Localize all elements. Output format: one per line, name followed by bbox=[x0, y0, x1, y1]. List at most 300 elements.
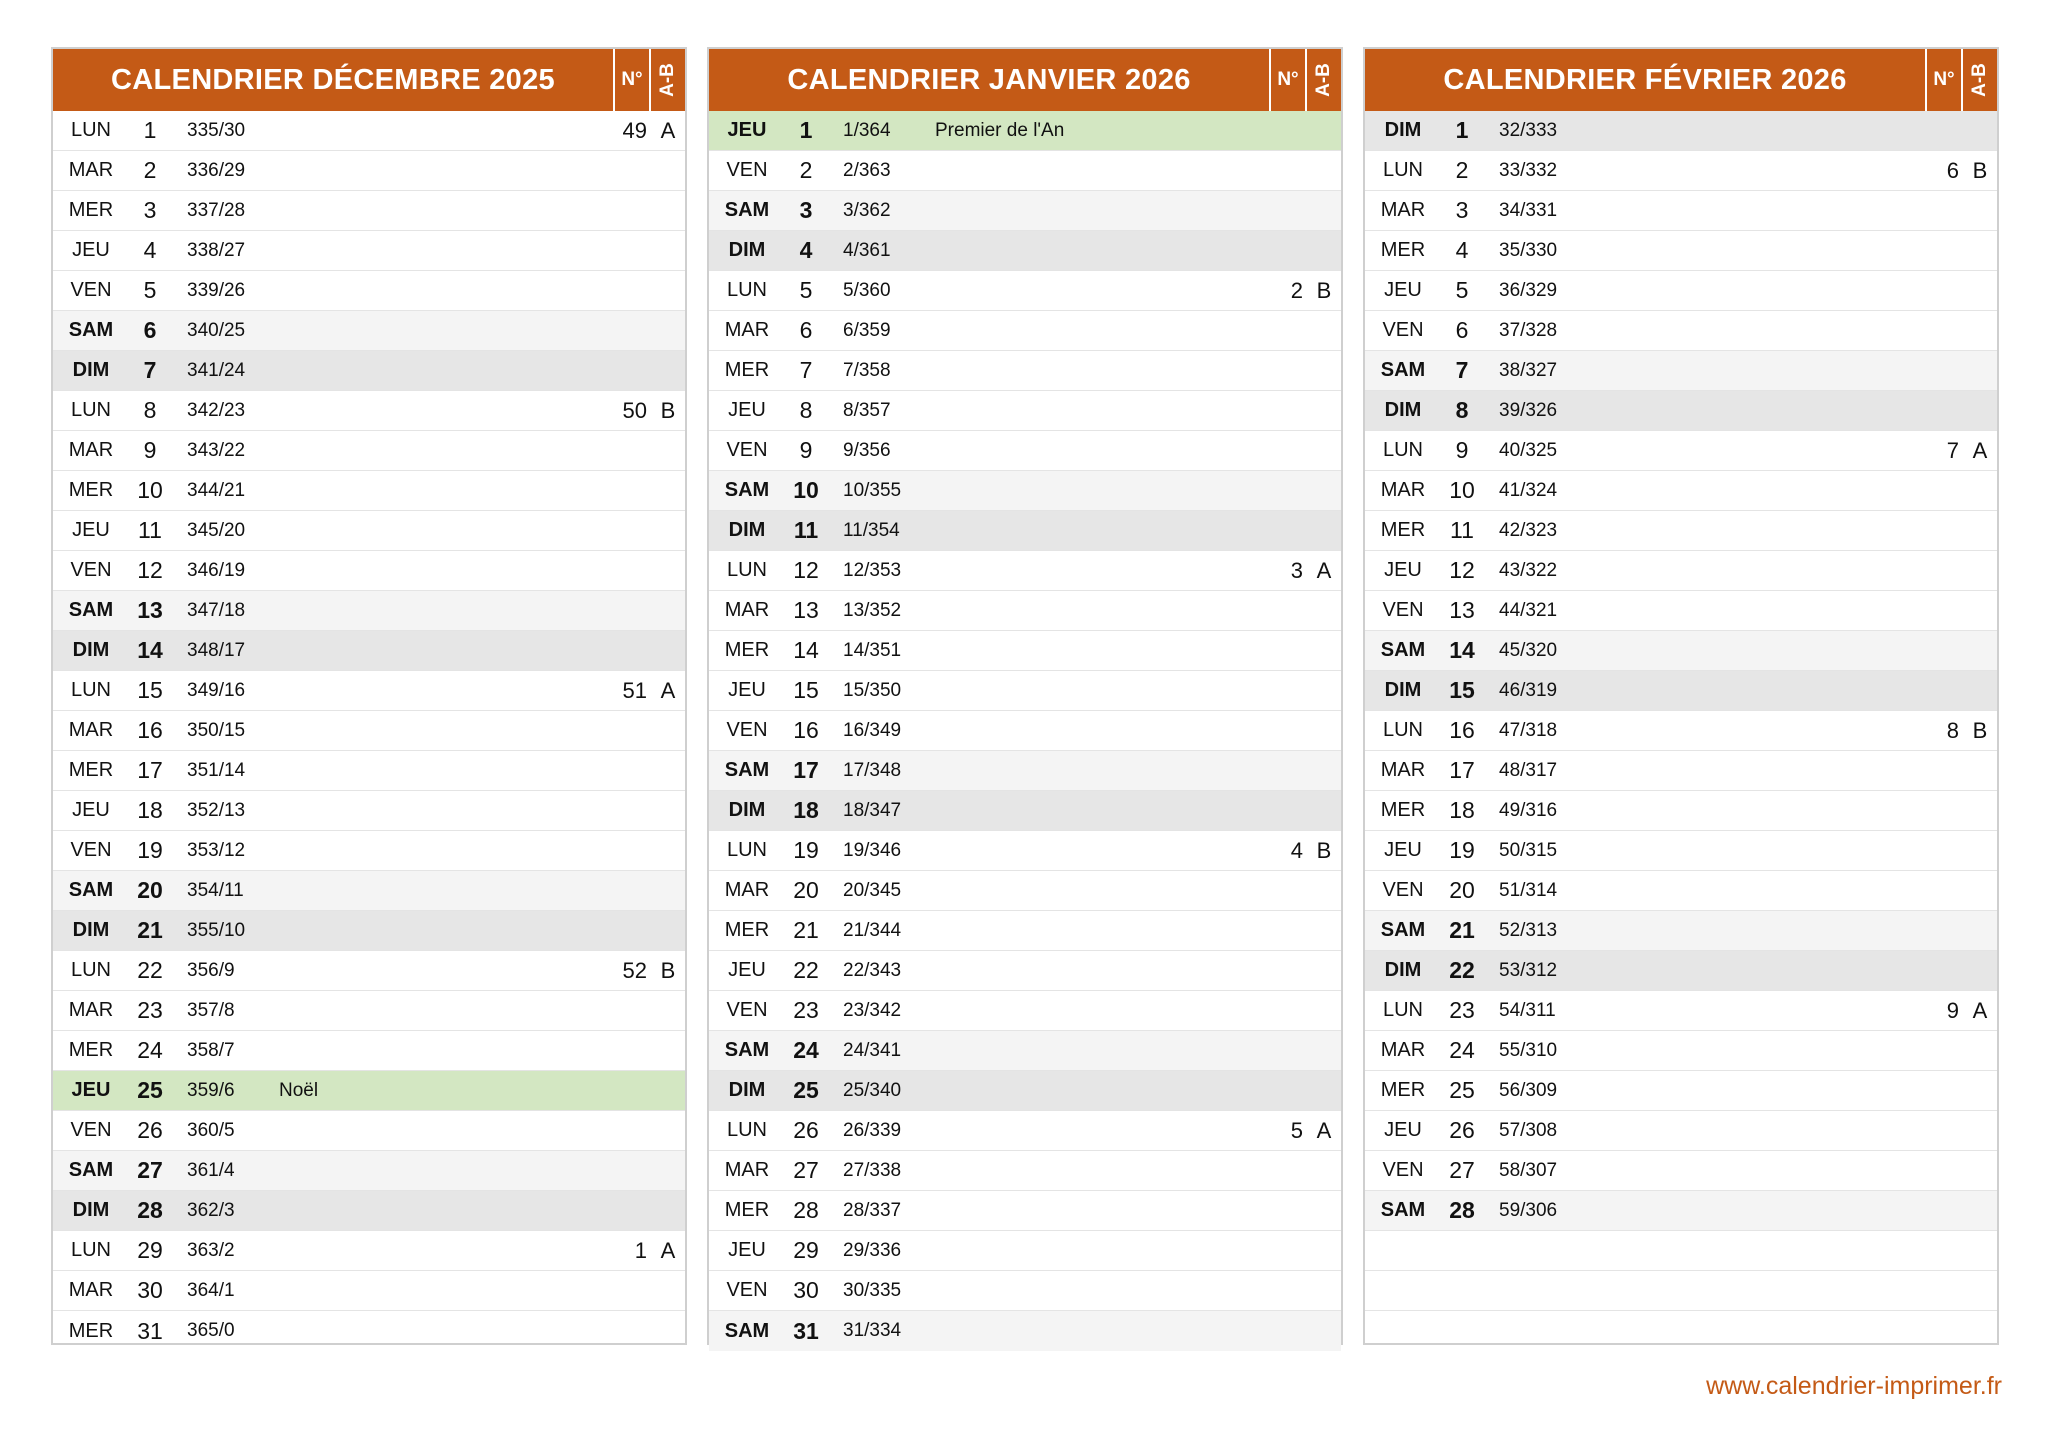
empty-row bbox=[1365, 1271, 1997, 1311]
weekday-label: MER bbox=[68, 1039, 114, 1061]
day-row bbox=[1365, 391, 1997, 431]
calendar-title: CALENDRIER JANVIER 2026 bbox=[787, 63, 1191, 96]
day-of-year: 40/325 bbox=[1499, 439, 1558, 461]
weekday-label: MER bbox=[724, 919, 770, 941]
day-of-year: 36/329 bbox=[1499, 279, 1558, 301]
day-row bbox=[1365, 671, 1997, 711]
day-number: 24 bbox=[1449, 1037, 1475, 1063]
day-number: 10 bbox=[137, 477, 163, 503]
weekday-label: DIM bbox=[728, 799, 766, 821]
day-number: 6 bbox=[1455, 317, 1469, 343]
day-of-year: 47/318 bbox=[1499, 719, 1558, 741]
day-row bbox=[1365, 951, 1997, 991]
day-number: 8 bbox=[1455, 397, 1469, 423]
weekday-label: DIM bbox=[728, 239, 766, 261]
day-number: 18 bbox=[793, 797, 819, 823]
day-of-year: 11/354 bbox=[843, 519, 900, 541]
day-number: 19 bbox=[137, 837, 163, 863]
week-number: 6 bbox=[1946, 157, 1959, 183]
day-number: 27 bbox=[793, 1157, 819, 1183]
day-row bbox=[53, 191, 685, 231]
weekday-label: SAM bbox=[68, 879, 114, 901]
ab-week: A bbox=[1972, 437, 1988, 463]
weekday-label: SAM bbox=[724, 1039, 770, 1061]
day-number: 6 bbox=[799, 317, 813, 343]
day-of-year: 349/16 bbox=[187, 679, 246, 701]
day-row bbox=[709, 991, 1341, 1031]
day-row bbox=[53, 1031, 685, 1071]
calendar-header bbox=[1365, 49, 1997, 111]
day-number: 8 bbox=[799, 397, 813, 423]
day-number: 14 bbox=[137, 637, 163, 663]
day-of-year: 29/336 bbox=[843, 1239, 902, 1261]
day-of-year: 339/26 bbox=[187, 279, 246, 301]
weekday-label: SAM bbox=[68, 1159, 114, 1181]
day-number: 6 bbox=[143, 317, 157, 343]
ab-week: A bbox=[1316, 557, 1332, 583]
day-row bbox=[709, 471, 1341, 511]
calendar-december-2025 bbox=[51, 47, 687, 1345]
week-number: 9 bbox=[1946, 997, 1959, 1023]
day-of-year: 2/363 bbox=[843, 159, 891, 181]
day-of-year: 43/322 bbox=[1499, 559, 1558, 581]
day-row bbox=[1365, 511, 1997, 551]
day-of-year: 360/5 bbox=[187, 1119, 235, 1141]
week-number: 1 bbox=[634, 1237, 647, 1263]
weekday-label: JEU bbox=[1384, 559, 1422, 581]
day-row bbox=[709, 1071, 1341, 1111]
day-row bbox=[1365, 871, 1997, 911]
week-number: 7 bbox=[1946, 437, 1959, 463]
day-row bbox=[53, 351, 685, 391]
day-row bbox=[53, 991, 685, 1031]
day-of-year: 348/17 bbox=[187, 639, 246, 661]
day-of-year: 49/316 bbox=[1499, 799, 1558, 821]
week-number: 50 bbox=[622, 397, 647, 423]
day-number: 11 bbox=[793, 517, 819, 543]
day-of-year: 19/346 bbox=[843, 839, 902, 861]
day-number: 28 bbox=[137, 1197, 163, 1223]
day-of-year: 15/350 bbox=[843, 679, 902, 701]
day-of-year: 12/353 bbox=[843, 559, 902, 581]
day-number: 7 bbox=[143, 357, 157, 383]
day-of-year: 21/344 bbox=[843, 919, 902, 941]
day-number: 16 bbox=[137, 717, 163, 743]
day-row bbox=[709, 831, 1341, 871]
ab-week: A bbox=[660, 117, 676, 143]
day-row bbox=[1365, 271, 1997, 311]
day-of-year: 362/3 bbox=[187, 1199, 235, 1221]
day-row bbox=[709, 391, 1341, 431]
day-number: 15 bbox=[137, 677, 163, 703]
weekday-label: DIM bbox=[72, 1199, 110, 1221]
day-number: 5 bbox=[1455, 277, 1469, 303]
calendar-header bbox=[53, 49, 685, 111]
weekday-label: MER bbox=[1380, 519, 1426, 541]
day-row bbox=[1365, 551, 1997, 591]
weekday-label: JEU bbox=[71, 1079, 111, 1101]
day-row bbox=[709, 1031, 1341, 1071]
day-of-year: 55/310 bbox=[1499, 1039, 1558, 1061]
day-row bbox=[709, 1231, 1341, 1271]
day-of-year: 357/8 bbox=[187, 999, 235, 1021]
day-number: 29 bbox=[793, 1237, 819, 1263]
day-row bbox=[1365, 1151, 1997, 1191]
day-of-year: 354/11 bbox=[187, 879, 244, 901]
week-number: 3 bbox=[1290, 557, 1303, 583]
weekday-label: SAM bbox=[68, 319, 114, 341]
day-of-year: 342/23 bbox=[187, 399, 246, 421]
day-of-year: 365/0 bbox=[187, 1320, 235, 1341]
day-number: 25 bbox=[137, 1077, 163, 1103]
day-of-year: 25/340 bbox=[843, 1079, 902, 1101]
weekday-label: JEU bbox=[72, 239, 110, 261]
day-number: 13 bbox=[1449, 597, 1475, 623]
weekday-label: MER bbox=[1380, 799, 1426, 821]
day-number: 15 bbox=[793, 677, 819, 703]
day-row bbox=[709, 231, 1341, 271]
weekday-label: VEN bbox=[726, 1279, 768, 1301]
day-of-year: 9/356 bbox=[843, 439, 891, 461]
weekday-label: DIM bbox=[1384, 959, 1422, 981]
weekday-label: MAR bbox=[1380, 1039, 1426, 1061]
day-number: 18 bbox=[137, 797, 163, 823]
day-row bbox=[1365, 791, 1997, 831]
weekday-label: LUN bbox=[1382, 999, 1423, 1021]
weekday-label: SAM bbox=[724, 479, 770, 501]
calendar-january-2026 bbox=[707, 47, 1343, 1345]
weekday-label: LUN bbox=[1382, 719, 1423, 741]
week-number: 8 bbox=[1946, 717, 1959, 743]
day-number: 23 bbox=[1449, 997, 1475, 1023]
day-of-year: 46/319 bbox=[1499, 679, 1558, 701]
day-number: 20 bbox=[793, 877, 819, 903]
day-row bbox=[1365, 831, 1997, 871]
day-of-year: 8/357 bbox=[843, 399, 891, 421]
day-number: 5 bbox=[799, 277, 813, 303]
day-number: 17 bbox=[1449, 757, 1475, 783]
day-number: 9 bbox=[143, 437, 157, 463]
day-number: 22 bbox=[1449, 957, 1475, 983]
day-rows bbox=[1365, 111, 1997, 1343]
day-row bbox=[709, 551, 1341, 591]
weekday-label: MER bbox=[68, 479, 114, 501]
day-row bbox=[1365, 991, 1997, 1031]
day-number: 10 bbox=[1449, 477, 1475, 503]
day-row bbox=[1365, 711, 1997, 751]
day-row bbox=[709, 791, 1341, 831]
day-number: 7 bbox=[1455, 357, 1469, 383]
weekday-label: SAM bbox=[724, 199, 770, 221]
day-rows bbox=[709, 111, 1341, 1343]
day-row bbox=[709, 351, 1341, 391]
day-row bbox=[1365, 751, 1997, 791]
day-row bbox=[1365, 1071, 1997, 1111]
day-number: 21 bbox=[793, 917, 819, 943]
day-of-year: 53/312 bbox=[1499, 959, 1558, 981]
day-number: 30 bbox=[793, 1277, 819, 1303]
day-row bbox=[53, 831, 685, 871]
day-of-year: 340/25 bbox=[187, 319, 246, 341]
weekday-label: MER bbox=[1380, 1079, 1426, 1101]
day-number: 24 bbox=[137, 1037, 163, 1063]
day-number: 16 bbox=[1449, 717, 1475, 743]
week-number-header: N° bbox=[1925, 49, 1961, 111]
day-row bbox=[53, 1271, 685, 1311]
day-number: 7 bbox=[799, 357, 813, 383]
day-number: 8 bbox=[143, 397, 157, 423]
day-row bbox=[53, 551, 685, 591]
empty-row bbox=[1365, 1231, 1997, 1271]
day-row bbox=[709, 271, 1341, 311]
day-of-year: 24/341 bbox=[843, 1039, 902, 1061]
day-of-year: 20/345 bbox=[843, 879, 902, 901]
day-of-year: 58/307 bbox=[1499, 1159, 1558, 1181]
day-row bbox=[53, 1231, 685, 1271]
day-row bbox=[709, 751, 1341, 791]
day-number: 4 bbox=[1455, 237, 1469, 263]
day-row bbox=[709, 1311, 1341, 1351]
day-row bbox=[1365, 471, 1997, 511]
weekday-label: JEU bbox=[727, 119, 767, 141]
day-of-year: 355/10 bbox=[187, 919, 246, 941]
week-number: 4 bbox=[1290, 837, 1303, 863]
day-row bbox=[53, 751, 685, 791]
weekday-label: LUN bbox=[726, 839, 767, 861]
day-row bbox=[1365, 151, 1997, 191]
day-number: 13 bbox=[793, 597, 819, 623]
day-row bbox=[1365, 911, 1997, 951]
day-of-year: 338/27 bbox=[187, 239, 246, 261]
weekday-label: MAR bbox=[68, 1279, 114, 1301]
weekday-label: JEU bbox=[72, 519, 110, 541]
day-of-year: 33/332 bbox=[1499, 159, 1558, 181]
weekday-label: DIM bbox=[1384, 679, 1422, 701]
day-of-year: 335/30 bbox=[187, 119, 246, 141]
day-of-year: 359/6 bbox=[187, 1079, 235, 1101]
weekday-label: DIM bbox=[1384, 399, 1422, 421]
day-number: 13 bbox=[137, 597, 163, 623]
weekday-label: JEU bbox=[728, 399, 766, 421]
day-row bbox=[53, 1111, 685, 1151]
ab-week: A bbox=[660, 677, 676, 703]
day-number: 4 bbox=[799, 237, 813, 263]
day-of-year: 34/331 bbox=[1499, 199, 1558, 221]
ab-week: B bbox=[1972, 157, 1988, 183]
day-of-year: 351/14 bbox=[187, 759, 246, 781]
weekday-label: MER bbox=[68, 759, 114, 781]
day-number: 19 bbox=[1449, 837, 1475, 863]
day-rows bbox=[53, 111, 685, 1343]
calendar-title: CALENDRIER FÉVRIER 2026 bbox=[1443, 63, 1847, 96]
day-number: 24 bbox=[793, 1037, 819, 1063]
day-number: 1 bbox=[1455, 117, 1469, 143]
day-number: 23 bbox=[793, 997, 819, 1023]
weekday-label: LUN bbox=[726, 559, 767, 581]
week-number-header: N° bbox=[1269, 49, 1305, 111]
day-row bbox=[709, 191, 1341, 231]
day-of-year: 347/18 bbox=[187, 599, 246, 621]
week-number-header: N° bbox=[613, 49, 649, 111]
weekday-label: SAM bbox=[68, 599, 114, 621]
weekday-label: VEN bbox=[70, 1119, 112, 1141]
day-of-year: 56/309 bbox=[1499, 1079, 1558, 1101]
day-row bbox=[1365, 1191, 1997, 1231]
day-of-year: 6/359 bbox=[843, 319, 891, 341]
day-of-year: 48/317 bbox=[1499, 759, 1558, 781]
weekday-label: LUN bbox=[726, 1119, 767, 1141]
ab-week: B bbox=[660, 397, 676, 423]
day-number: 22 bbox=[793, 957, 819, 983]
day-number: 23 bbox=[137, 997, 163, 1023]
website-link[interactable]: www.calendrier-imprimer.fr bbox=[1706, 1372, 2002, 1400]
weekday-label: DIM bbox=[728, 519, 766, 541]
weekday-label: VEN bbox=[726, 439, 768, 461]
day-row bbox=[709, 1111, 1341, 1151]
day-row bbox=[53, 1311, 685, 1351]
day-of-year: 1/364 bbox=[843, 119, 891, 141]
day-row bbox=[53, 871, 685, 911]
day-of-year: 23/342 bbox=[843, 999, 902, 1021]
weekday-label: VEN bbox=[1382, 1159, 1424, 1181]
day-number: 17 bbox=[137, 757, 163, 783]
day-of-year: 346/19 bbox=[187, 559, 246, 581]
weekday-label: SAM bbox=[1380, 639, 1426, 661]
day-number: 20 bbox=[1449, 877, 1475, 903]
weekday-label: JEU bbox=[1384, 839, 1422, 861]
day-of-year: 32/333 bbox=[1499, 119, 1558, 141]
day-of-year: 361/4 bbox=[187, 1159, 235, 1181]
day-row bbox=[53, 1191, 685, 1231]
day-number: 11 bbox=[1450, 517, 1474, 543]
day-row bbox=[53, 631, 685, 671]
holiday-name: Premier de l'An bbox=[935, 119, 1065, 141]
day-row bbox=[709, 711, 1341, 751]
day-number: 21 bbox=[1449, 917, 1475, 943]
day-number: 2 bbox=[799, 157, 813, 183]
day-number: 14 bbox=[793, 637, 819, 663]
day-row bbox=[53, 591, 685, 631]
day-row bbox=[53, 1151, 685, 1191]
week-number: 2 bbox=[1290, 277, 1303, 303]
weekday-label: LUN bbox=[70, 959, 111, 981]
weekday-label: VEN bbox=[726, 999, 768, 1021]
day-number: 1 bbox=[143, 117, 157, 143]
day-number: 5 bbox=[143, 277, 157, 303]
ab-week-header: A-B bbox=[649, 49, 685, 111]
weekday-label: MAR bbox=[724, 1159, 770, 1181]
weekday-label: LUN bbox=[70, 1239, 111, 1261]
day-of-year: 344/21 bbox=[187, 479, 246, 501]
day-number: 3 bbox=[143, 197, 157, 223]
day-of-year: 35/330 bbox=[1499, 239, 1558, 261]
day-of-year: 52/313 bbox=[1499, 919, 1558, 941]
empty-row bbox=[1365, 1311, 1997, 1351]
day-of-year: 51/314 bbox=[1499, 879, 1558, 901]
day-row bbox=[1365, 351, 1997, 391]
day-number: 30 bbox=[137, 1277, 163, 1303]
day-of-year: 42/323 bbox=[1499, 519, 1558, 541]
day-of-year: 26/339 bbox=[843, 1119, 902, 1141]
day-of-year: 4/361 bbox=[843, 239, 891, 261]
day-row bbox=[53, 391, 685, 431]
weekday-label: VEN bbox=[1382, 319, 1424, 341]
weekday-label: LUN bbox=[70, 399, 111, 421]
day-of-year: 54/311 bbox=[1499, 999, 1556, 1021]
weekday-label: VEN bbox=[726, 719, 768, 741]
day-of-year: 27/338 bbox=[843, 1159, 902, 1181]
week-number: 52 bbox=[622, 957, 647, 983]
day-row bbox=[53, 671, 685, 711]
day-of-year: 358/7 bbox=[187, 1039, 235, 1061]
week-number: 49 bbox=[622, 117, 647, 143]
ab-week: B bbox=[1316, 277, 1332, 303]
ab-week: B bbox=[1972, 717, 1988, 743]
day-row bbox=[53, 231, 685, 271]
day-number: 14 bbox=[1449, 637, 1475, 663]
day-number: 4 bbox=[143, 237, 157, 263]
day-number: 15 bbox=[1449, 677, 1475, 703]
calendar-february-2026 bbox=[1363, 47, 1999, 1345]
day-of-year: 18/347 bbox=[843, 799, 902, 821]
weekday-label: MER bbox=[724, 639, 770, 661]
day-row bbox=[53, 431, 685, 471]
ab-week-header: A-B bbox=[1305, 49, 1341, 111]
weekday-label: JEU bbox=[72, 799, 110, 821]
day-of-year: 44/321 bbox=[1499, 599, 1558, 621]
day-of-year: 22/343 bbox=[843, 959, 902, 981]
day-number: 2 bbox=[143, 157, 157, 183]
day-row bbox=[709, 1151, 1341, 1191]
day-number: 25 bbox=[793, 1077, 819, 1103]
day-row bbox=[53, 271, 685, 311]
weekday-label: MER bbox=[1380, 239, 1426, 261]
ab-week-header: A-B bbox=[1961, 49, 1997, 111]
day-of-year: 31/334 bbox=[843, 1320, 902, 1341]
weekday-label: SAM bbox=[1380, 359, 1426, 381]
day-row bbox=[709, 911, 1341, 951]
day-row bbox=[709, 631, 1341, 671]
day-number: 26 bbox=[137, 1117, 163, 1143]
day-number: 12 bbox=[1449, 557, 1475, 583]
day-of-year: 343/22 bbox=[187, 439, 246, 461]
day-number: 29 bbox=[137, 1237, 163, 1263]
weekday-label: SAM bbox=[1380, 1199, 1426, 1221]
day-number: 11 bbox=[138, 517, 162, 543]
weekday-label: SAM bbox=[1380, 919, 1426, 941]
day-of-year: 14/351 bbox=[843, 639, 902, 661]
weekday-label: LUN bbox=[1382, 159, 1423, 181]
day-row bbox=[709, 591, 1341, 631]
day-number: 12 bbox=[793, 557, 819, 583]
day-of-year: 345/20 bbox=[187, 519, 246, 541]
day-of-year: 341/24 bbox=[187, 359, 246, 381]
weekday-label: VEN bbox=[726, 159, 768, 181]
day-number: 21 bbox=[137, 917, 163, 943]
weekday-label: DIM bbox=[72, 919, 110, 941]
day-number: 27 bbox=[137, 1157, 163, 1183]
day-number: 22 bbox=[137, 957, 163, 983]
weekday-label: DIM bbox=[728, 1079, 766, 1101]
weekday-label: DIM bbox=[72, 359, 110, 381]
day-row bbox=[1365, 431, 1997, 471]
day-row bbox=[709, 951, 1341, 991]
day-number: 18 bbox=[1449, 797, 1475, 823]
day-of-year: 41/324 bbox=[1499, 479, 1558, 501]
day-number: 31 bbox=[793, 1317, 819, 1344]
day-row bbox=[709, 1191, 1341, 1231]
day-row bbox=[1365, 311, 1997, 351]
